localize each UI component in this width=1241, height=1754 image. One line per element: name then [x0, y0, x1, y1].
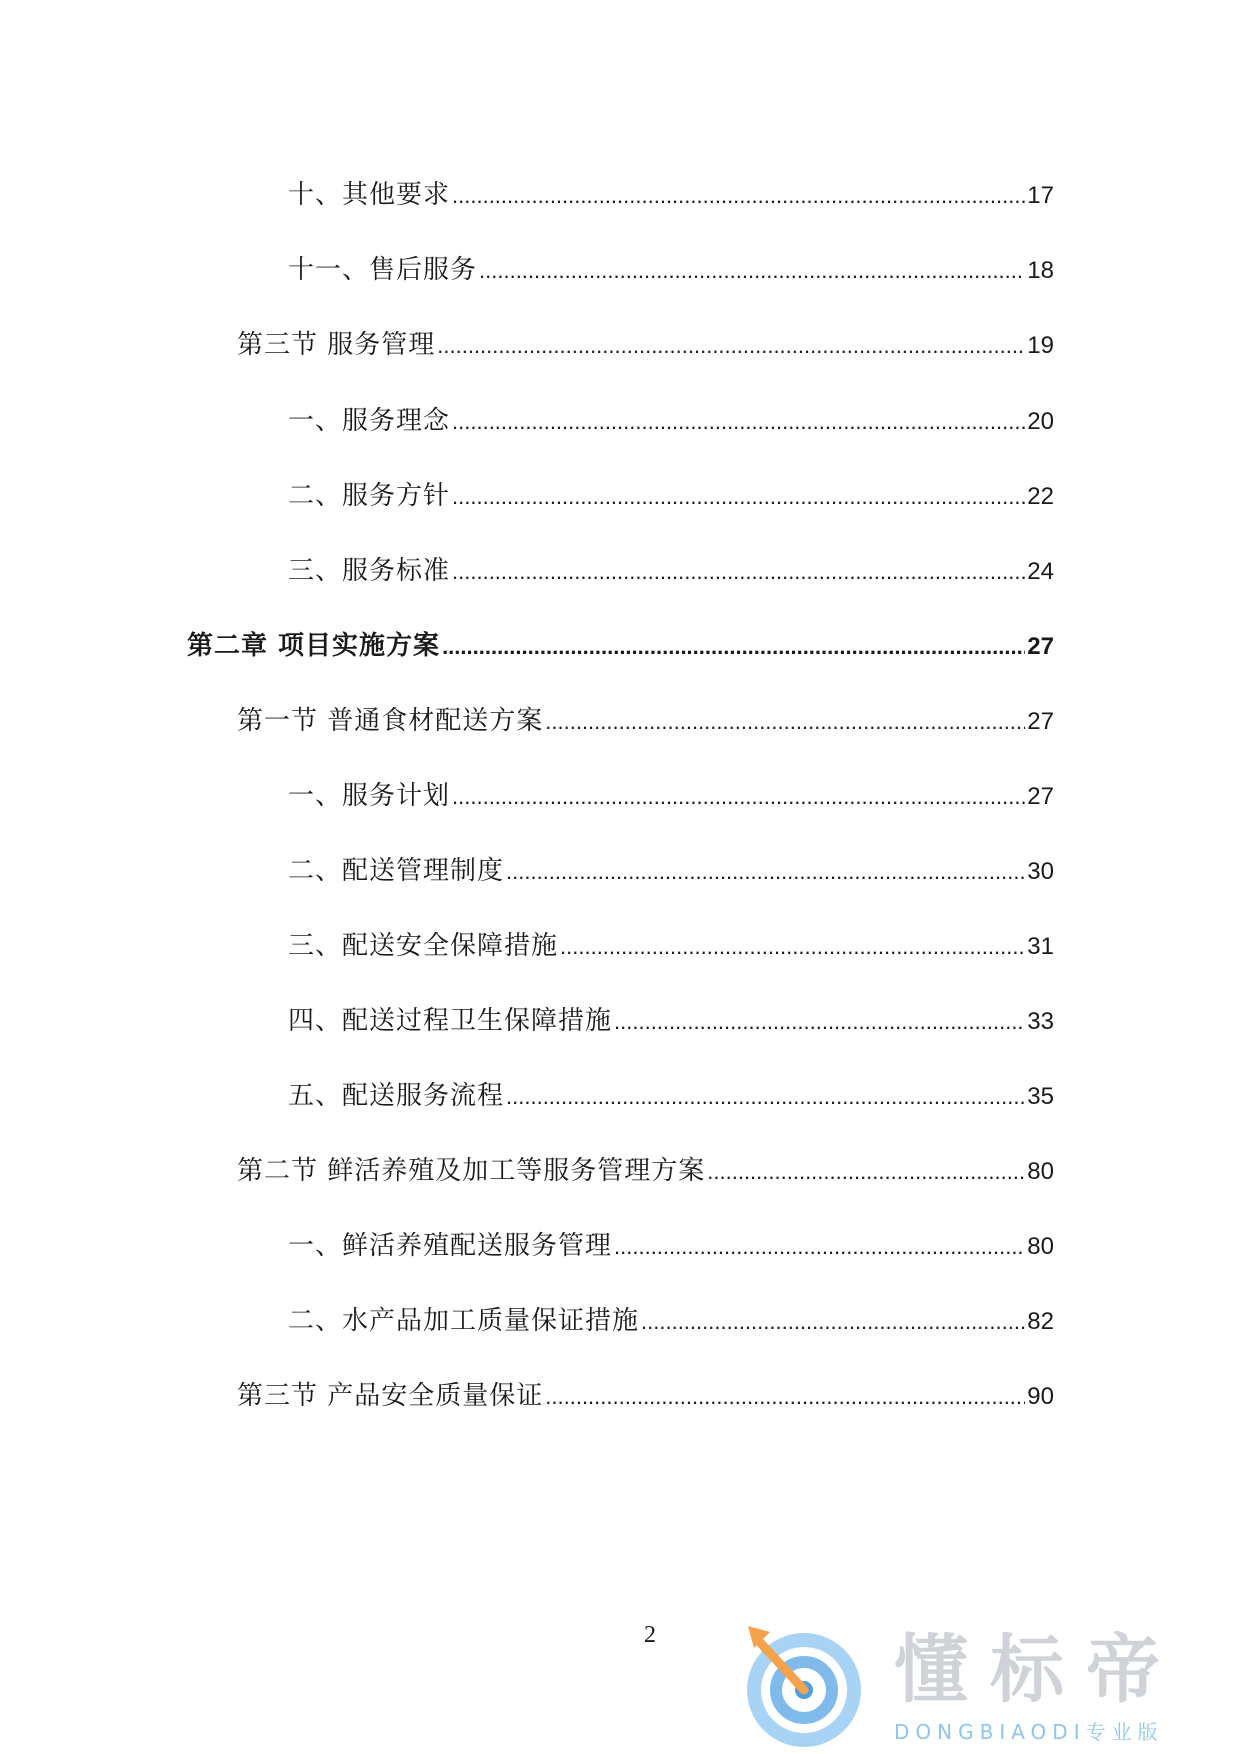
toc-dot-leader — [614, 1227, 1025, 1267]
toc-entry-page: 35 — [1027, 1083, 1054, 1110]
toc-dot-leader — [506, 1077, 1025, 1117]
toc-entry-page: 20 — [1027, 408, 1054, 435]
toc-entry-page: 27 — [1027, 633, 1054, 660]
toc-dot-leader — [707, 1152, 1025, 1192]
toc-entry-page: 82 — [1027, 1308, 1054, 1335]
toc-entry[interactable] — [288, 551, 1054, 591]
toc-entry-page: 80 — [1027, 1233, 1054, 1260]
toc-entry[interactable] — [237, 1376, 1054, 1416]
toc-dot-leader — [545, 1377, 1025, 1417]
toc-entry[interactable] — [288, 1076, 1054, 1116]
toc-entry-title: 三、配送安全保障措施 — [288, 931, 559, 961]
toc-entry-title: 一、服务理念 — [288, 406, 451, 436]
toc-entry-page: 90 — [1027, 1383, 1054, 1410]
toc-entry-title: 第一节 普通食材配送方案 — [237, 706, 544, 736]
toc-entry-title: 一、鲜活养殖配送服务管理 — [288, 1231, 613, 1261]
watermark — [742, 1620, 1222, 1750]
toc-entry-title: 第三节 产品安全质量保证 — [237, 1381, 544, 1411]
toc-entry[interactable] — [288, 1226, 1054, 1266]
toc-entry[interactable] — [288, 1001, 1054, 1041]
toc-entry-title: 第二章 项目实施方案 — [187, 631, 441, 661]
toc-dot-leader — [560, 927, 1025, 967]
toc-entry-page: 31 — [1027, 933, 1054, 960]
toc-entry-title: 五、配送服务流程 — [288, 1081, 505, 1111]
toc-dot-leader — [614, 1002, 1025, 1042]
toc-dot-leader — [452, 552, 1025, 592]
toc-dot-leader — [506, 852, 1025, 892]
target-logo-icon — [742, 1620, 872, 1750]
toc-entry-title: 二、水产品加工质量保证措施 — [288, 1306, 640, 1336]
toc-entry-title: 一、服务计划 — [288, 781, 451, 811]
toc-entry-page: 19 — [1027, 332, 1054, 359]
toc-entry-title: 二、配送管理制度 — [288, 856, 505, 886]
toc-entry-page: 27 — [1027, 783, 1054, 810]
page-number: 2 — [644, 1622, 656, 1648]
toc-entry-page: 80 — [1027, 1158, 1054, 1185]
toc-entry[interactable] — [288, 175, 1054, 215]
toc-dot-leader — [437, 326, 1025, 366]
toc-dot-leader — [442, 627, 1025, 667]
toc-dot-leader — [452, 176, 1025, 216]
toc-entry-title: 十一、售后服务 — [288, 255, 478, 285]
watermark-brand: 懂标帝 — [894, 1627, 1182, 1713]
toc-entry-page: 22 — [1027, 483, 1054, 510]
toc-entry[interactable] — [288, 926, 1054, 966]
toc-dot-leader — [452, 477, 1025, 517]
toc-dot-leader — [452, 402, 1025, 442]
toc-dot-leader — [479, 251, 1025, 291]
toc-entry-title: 第三节 服务管理 — [237, 330, 436, 360]
toc-entry-page: 18 — [1027, 257, 1054, 284]
toc-entry-page: 30 — [1027, 858, 1054, 885]
toc-entry-chapter[interactable] — [187, 626, 1054, 666]
toc-entry[interactable] — [237, 1151, 1054, 1191]
toc-entry[interactable] — [288, 851, 1054, 891]
toc-entry[interactable] — [288, 1301, 1054, 1341]
toc-entry-page: 17 — [1027, 182, 1054, 209]
toc-entry-page: 27 — [1027, 708, 1054, 735]
toc-entry-title: 四、配送过程卫生保障措施 — [288, 1006, 613, 1036]
toc-entry[interactable] — [288, 250, 1054, 290]
toc-entry-title: 二、服务方针 — [288, 481, 451, 511]
toc-dot-leader — [452, 777, 1025, 817]
toc-entry-page: 24 — [1027, 558, 1054, 585]
toc-entry-page: 33 — [1027, 1008, 1054, 1035]
toc-entry-title: 三、服务标准 — [288, 556, 451, 586]
toc-entry-title: 第二节 鲜活养殖及加工等服务管理方案 — [237, 1156, 706, 1186]
toc-entry[interactable] — [288, 776, 1054, 816]
toc-entry[interactable] — [237, 701, 1054, 741]
toc-dot-leader — [641, 1302, 1025, 1342]
toc-entry[interactable] — [288, 401, 1054, 441]
toc-entry-title: 十、其他要求 — [288, 180, 451, 210]
toc-entry[interactable] — [288, 476, 1054, 516]
toc-entry[interactable] — [237, 325, 1054, 365]
toc-dot-leader — [545, 702, 1025, 742]
watermark-subtitle: DONGBIAODI专业版 — [894, 1720, 1164, 1744]
